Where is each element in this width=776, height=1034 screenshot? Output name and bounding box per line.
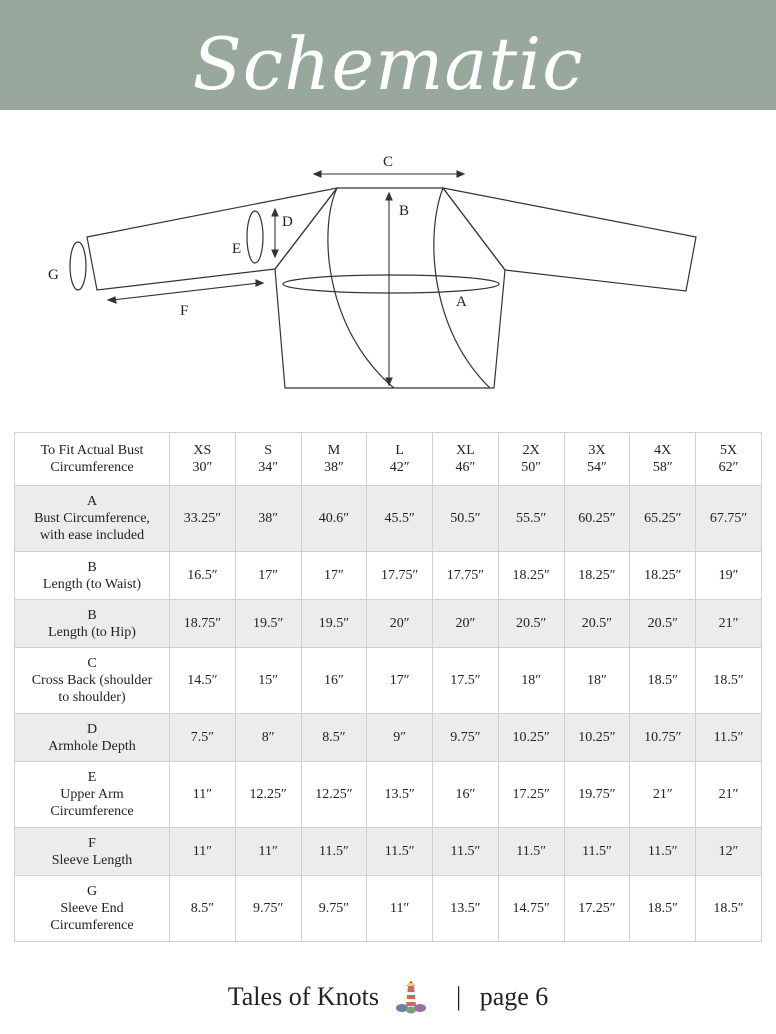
row-label-line: Circumference — [50, 918, 134, 933]
measurement-cell: 8.5″ — [170, 876, 236, 942]
size-name: 5X — [720, 443, 738, 458]
measurement-cell: 11″ — [170, 762, 236, 828]
row-label-cell — [15, 762, 170, 828]
upper-arm-ellipse — [247, 211, 263, 263]
size-header-row — [15, 433, 762, 486]
row-label-line: Sleeve End — [60, 901, 124, 916]
size-header-cell — [301, 433, 367, 486]
size-name: S — [264, 443, 273, 458]
size-name: 4X — [654, 443, 672, 458]
table-row — [15, 876, 762, 942]
measurement-cell: 8.5″ — [301, 714, 367, 762]
table-row — [15, 828, 762, 876]
measurement-cell: 11.5″ — [301, 828, 367, 876]
measurement-cell: 9.75″ — [235, 876, 301, 942]
measurement-cell: 20.5″ — [630, 600, 696, 648]
row-label-line: Circumference — [50, 804, 134, 819]
measurement-cell: 18.5″ — [696, 648, 762, 714]
measurement-cell: 16″ — [301, 648, 367, 714]
measurement-cell: 11.5″ — [630, 828, 696, 876]
size-bust: 54″ — [587, 460, 607, 475]
measurement-cell: 20″ — [367, 600, 433, 648]
measurement-cell: 10.75″ — [630, 714, 696, 762]
page-number: page 6 — [479, 982, 549, 1012]
measurement-cell: 38″ — [235, 486, 301, 552]
label-e: E — [232, 241, 242, 257]
sleeve-end-ellipse — [70, 242, 86, 290]
size-header-cell — [433, 433, 499, 486]
row-label-line: B — [87, 559, 97, 575]
size-name: L — [395, 443, 404, 458]
size-header-cell — [367, 433, 433, 486]
front-edge-left — [328, 188, 394, 388]
size-bust: 58″ — [652, 460, 673, 475]
measurement-cell: 11.5″ — [367, 828, 433, 876]
footer — [0, 980, 776, 1024]
left-sleeve — [87, 188, 337, 290]
measurement-cell: 50.5″ — [433, 486, 499, 552]
measurement-cell: 17″ — [301, 552, 367, 600]
measurement-cell: 19.5″ — [301, 600, 367, 648]
measurement-cell: 11.5″ — [696, 714, 762, 762]
measurement-cell: 17.25″ — [564, 876, 630, 942]
size-table — [14, 432, 762, 942]
row-label-cell — [15, 828, 170, 876]
measurement-cell: 7.5″ — [170, 714, 236, 762]
label-d: D — [282, 214, 293, 230]
label-b: B — [399, 203, 410, 219]
measurement-cell: 10.25″ — [498, 714, 564, 762]
size-bust: 30″ — [192, 460, 213, 475]
label-g: G — [48, 267, 59, 283]
measurement-cell: 14.5″ — [170, 648, 236, 714]
table-row — [15, 762, 762, 828]
label-f: F — [180, 303, 189, 319]
measurement-cell: 18″ — [498, 648, 564, 714]
size-name: 2X — [522, 443, 540, 458]
header-label-cell — [15, 433, 170, 486]
size-name: M — [327, 443, 341, 458]
size-header-cell — [235, 433, 301, 486]
size-header-cell — [498, 433, 564, 486]
row-label-line: E — [87, 770, 97, 785]
size-header-cell — [696, 433, 762, 486]
measurement-cell: 19″ — [696, 552, 762, 600]
measurement-cell: 9″ — [367, 714, 433, 762]
row-label-line: Armhole Depth — [48, 738, 136, 754]
measurement-cell: 18.75″ — [170, 600, 236, 648]
front-edge-right — [434, 188, 490, 388]
header-label-line: Circumference — [50, 460, 134, 475]
measurement-cell: 67.75″ — [696, 486, 762, 552]
size-bust: 42″ — [389, 460, 410, 475]
measurement-cell: 11.5″ — [564, 828, 630, 876]
row-label-line: Length (to Waist) — [42, 576, 142, 592]
measurement-cell: 55.5″ — [498, 486, 564, 552]
measurement-cell: 18.25″ — [498, 552, 564, 600]
measurement-cell: 12″ — [696, 828, 762, 876]
size-bust: 46″ — [455, 460, 476, 475]
size-header-cell — [564, 433, 630, 486]
size-bust: 62″ — [718, 460, 739, 475]
measurement-cell: 17.75″ — [433, 552, 499, 600]
measurement-cell: 17.25″ — [498, 762, 564, 828]
row-label-line: G — [86, 884, 98, 899]
size-header-cell — [630, 433, 696, 486]
row-label-line: Cross Back (shoulder — [31, 673, 153, 688]
measurement-cell: 17.75″ — [367, 552, 433, 600]
measurement-cell: 8″ — [235, 714, 301, 762]
measurement-cell: 11.5″ — [433, 828, 499, 876]
label-a: A — [456, 294, 467, 310]
row-label-cell — [15, 648, 170, 714]
measurement-cell: 33.25″ — [170, 486, 236, 552]
row-label-cell — [15, 552, 170, 600]
row-label-cell — [15, 486, 170, 552]
table-row — [15, 552, 762, 600]
row-label-line: to shoulder) — [58, 690, 126, 705]
measurement-cell: 18.5″ — [696, 876, 762, 942]
row-label-line: with ease included — [39, 528, 145, 543]
row-label-line: D — [86, 721, 98, 737]
label-c: C — [383, 154, 394, 170]
header-label-line: To Fit Actual Bust — [40, 443, 144, 458]
measurement-cell: 19.5″ — [235, 600, 301, 648]
measurement-cell: 21″ — [630, 762, 696, 828]
measurement-cell: 13.5″ — [367, 762, 433, 828]
row-label-line: F — [88, 835, 96, 851]
size-table-body — [15, 486, 762, 942]
row-label-line: B — [87, 607, 97, 623]
measurement-cell: 18.25″ — [630, 552, 696, 600]
measurement-cell: 14.75″ — [498, 876, 564, 942]
measurement-cell: 9.75″ — [301, 876, 367, 942]
measurement-cell: 20.5″ — [564, 600, 630, 648]
size-name: XL — [456, 443, 475, 458]
measurement-cell: 9.75″ — [433, 714, 499, 762]
measurement-cell: 65.25″ — [630, 486, 696, 552]
measurement-cell: 60.25″ — [564, 486, 630, 552]
measurement-cell: 17″ — [235, 552, 301, 600]
table-row — [15, 648, 762, 714]
row-label-cell — [15, 876, 170, 942]
garment-schematic — [0, 140, 776, 400]
table-row — [15, 600, 762, 648]
measurement-cell: 20.5″ — [498, 600, 564, 648]
table-row — [15, 486, 762, 552]
measurement-cell: 11.5″ — [498, 828, 564, 876]
row-label-line: Sleeve Length — [51, 852, 133, 868]
table-row — [15, 714, 762, 762]
size-name: XS — [193, 443, 212, 458]
body-outline — [275, 188, 505, 388]
bust-ellipse — [283, 275, 499, 293]
measurement-cell: 17″ — [367, 648, 433, 714]
measurement-cell: 16″ — [433, 762, 499, 828]
measurement-cell: 40.6″ — [301, 486, 367, 552]
row-label-line: A — [86, 494, 98, 509]
measurement-cell: 18.25″ — [564, 552, 630, 600]
measurement-cell: 13.5″ — [433, 876, 499, 942]
brand-name: Tales of Knots — [227, 982, 379, 1012]
measurement-cell: 18.5″ — [630, 876, 696, 942]
right-sleeve — [443, 188, 696, 291]
size-bust: 50″ — [521, 460, 542, 475]
row-label-cell — [15, 600, 170, 648]
size-header-cell — [170, 433, 236, 486]
page-title: Schematic — [192, 22, 584, 106]
measurement-cell: 12.25″ — [301, 762, 367, 828]
row-label-cell — [15, 714, 170, 762]
measurement-cell: 11″ — [235, 828, 301, 876]
measurement-cell: 21″ — [696, 600, 762, 648]
measurement-cell: 20″ — [433, 600, 499, 648]
size-bust: 38″ — [323, 460, 344, 475]
row-label-line: C — [87, 656, 97, 671]
row-label-line: Length (to Hip) — [48, 624, 136, 640]
measurement-cell: 21″ — [696, 762, 762, 828]
measurement-cell: 19.75″ — [564, 762, 630, 828]
size-name: 3X — [588, 443, 606, 458]
measurement-cell: 11″ — [170, 828, 236, 876]
measurement-cell: 18″ — [564, 648, 630, 714]
measurement-cell: 16.5″ — [170, 552, 236, 600]
measurement-cell: 10.25″ — [564, 714, 630, 762]
row-label-line: Upper Arm — [60, 787, 124, 802]
size-bust: 34″ — [258, 460, 279, 475]
measurement-cell: 18.5″ — [630, 648, 696, 714]
measurement-cell: 45.5″ — [367, 486, 433, 552]
measurement-cell: 17.5″ — [433, 648, 499, 714]
lighthouse-logo-icon — [391, 980, 431, 1014]
measurement-cell: 11″ — [367, 876, 433, 942]
measurement-cell: 12.25″ — [235, 762, 301, 828]
footer-separator: | — [455, 982, 462, 1012]
header-banner — [0, 0, 776, 110]
measurement-cell: 15″ — [235, 648, 301, 714]
row-label-line: Bust Circumference, — [34, 511, 150, 526]
